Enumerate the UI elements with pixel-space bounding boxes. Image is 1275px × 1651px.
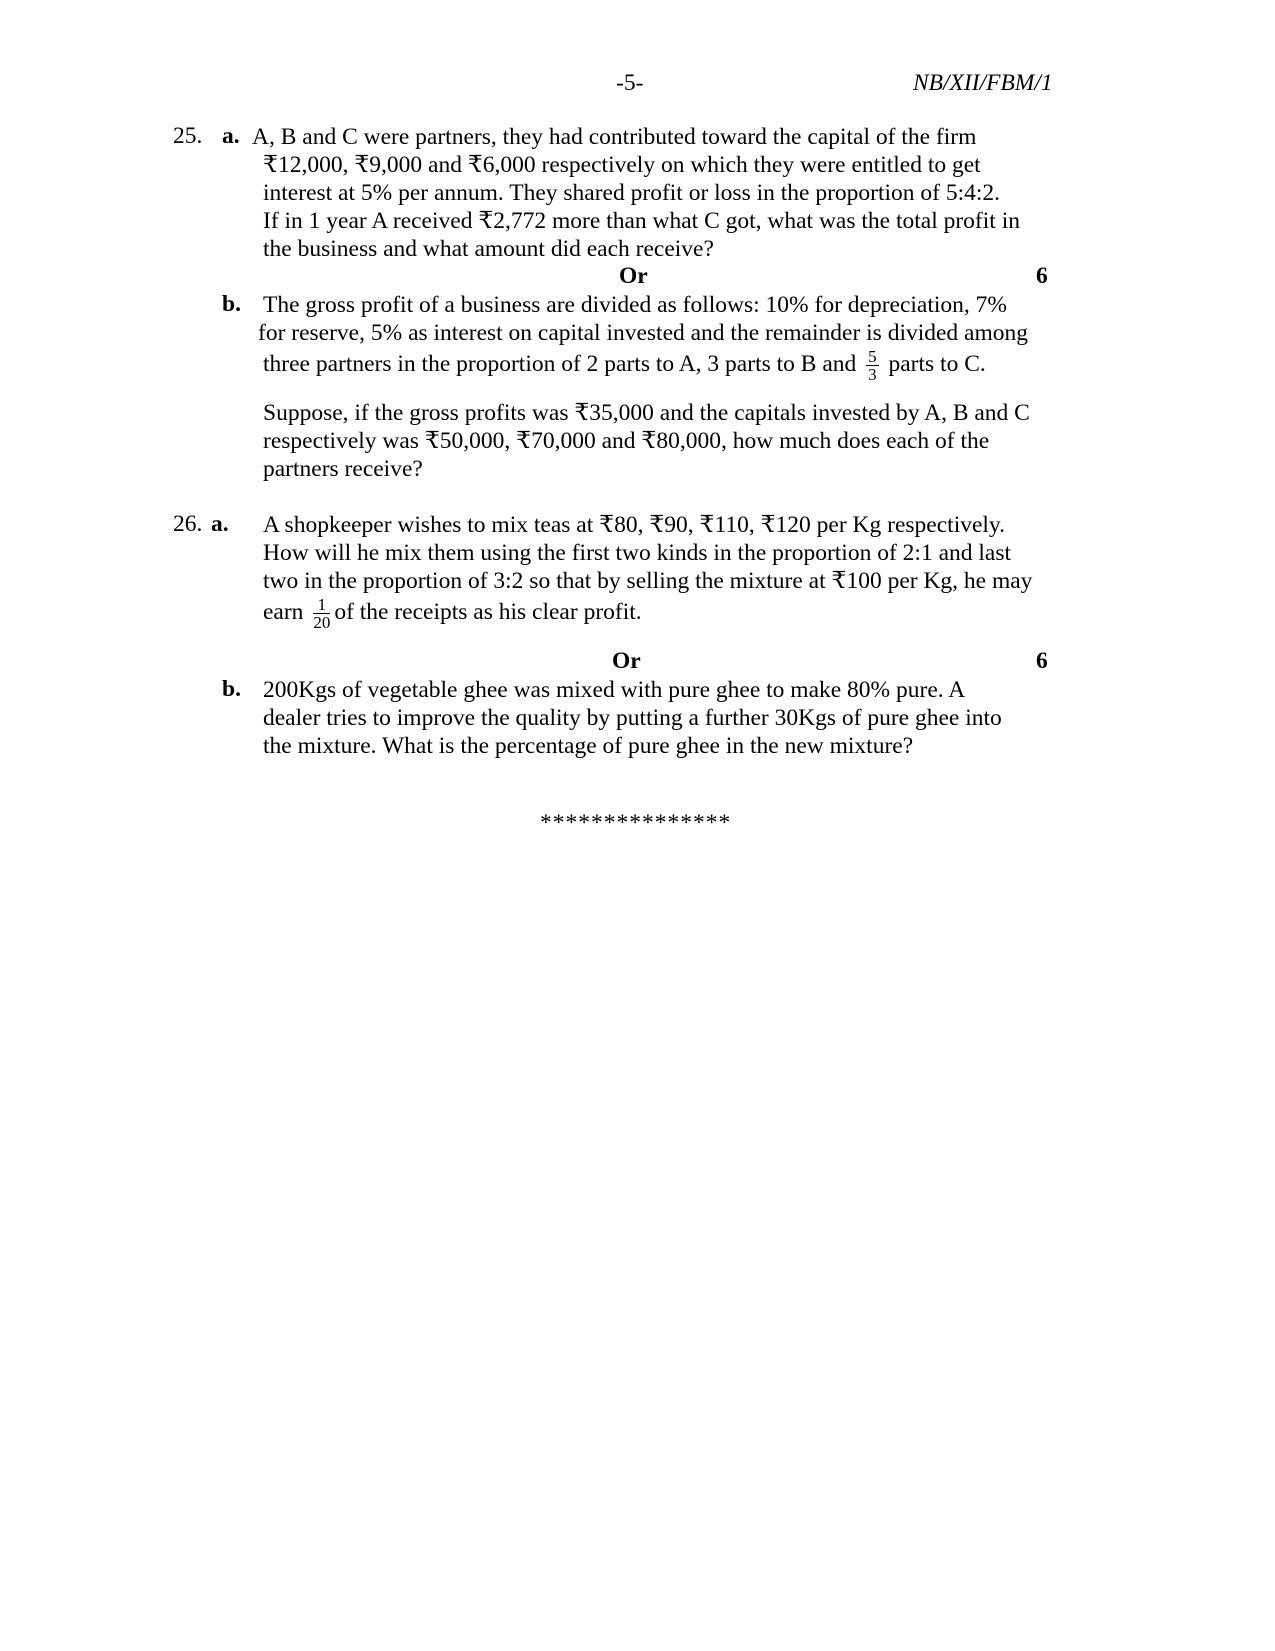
question-25a-label: a. [222,123,240,149]
question-26-marks: 6 [1036,648,1048,674]
end-of-paper-stars: *************** [540,810,732,836]
question-25a-line: interest at 5% per annum. They shared profit or loss in the proportion of 5:4:2. [263,180,1001,206]
question-25b-fraction-line [263,343,986,385]
paper-code: NB/XII/FBM/1 [913,70,1053,96]
fraction-five-thirds [866,348,879,383]
question-25b-label: b. [222,291,241,317]
question-26b-line: the mixture. What is the percentage of pure ghee in the new mixture? [263,733,914,759]
question-26b-label: b. [222,676,241,702]
question-25b-line: respectively was ₹50,000, ₹70,000 and ₹80,000, how much does each of the [263,428,990,454]
fraction-denominator: 20 [313,613,331,633]
question-26-or: Or [612,648,641,674]
page-number: -5- [616,70,644,96]
question-26-number: 26. [173,511,203,537]
question-25a-line: If in 1 year A received ₹2,772 more than what C got, what was the total profit in [263,208,1020,234]
question-25b-line-start: three partners in the proportion of 2 parts to A, 3 parts to B and [263,351,857,377]
question-26a-line-end: of the receipts as his clear profit. [334,599,642,625]
question-25a-line: ₹12,000, ₹9,000 and ₹6,000 respectively on which they were entitled to get [263,152,981,178]
question-26a-line-start: earn [263,599,304,625]
question-25b-line: Suppose, if the gross profits was ₹35,000 and the capitals invested by A, B and C [263,400,1030,426]
question-25-number: 25. [173,123,203,149]
question-25-marks: 6 [1036,263,1048,289]
question-26a-fraction-line [263,590,642,634]
fraction-numerator: 5 [868,347,877,367]
question-26b-line: 200Kgs of vegetable ghee was mixed with pure ghee to make 80% pure. A [263,677,966,703]
question-25b-line: partners receive? [263,456,423,482]
fraction-denominator: 3 [868,365,877,385]
question-26a-line: A shopkeeper wishes to mix teas at ₹80, ₹90, ₹110, ₹120 per Kg respectively. [263,512,1006,538]
question-25-or: Or [619,263,648,289]
fraction-numerator: 1 [313,596,330,614]
question-25a-line: A, B and C were partners, they had contributed toward the capital of the firm [252,124,977,150]
fraction-one-twentieth [313,596,330,631]
question-26a-label: a. [211,511,229,537]
question-26a-line: How will he mix them using the first two kinds in the proportion of 2:1 and last [263,540,1012,566]
question-26b-line: dealer tries to improve the quality by putting a further 30Kgs of pure ghee into [263,705,1002,731]
question-25b-line-end: parts to C. [888,351,986,377]
question-26a-line: two in the proportion of 3:2 so that by selling the mixture at ₹100 per Kg, he may [263,568,1033,594]
question-25b-line: The gross profit of a business are divided as follows: 10% for depreciation, 7% [263,292,1007,318]
question-25a-line: the business and what amount did each receive? [263,236,714,262]
question-25b-line: for reserve, 5% as interest on capital invested and the remainder is divided among [258,320,1029,346]
